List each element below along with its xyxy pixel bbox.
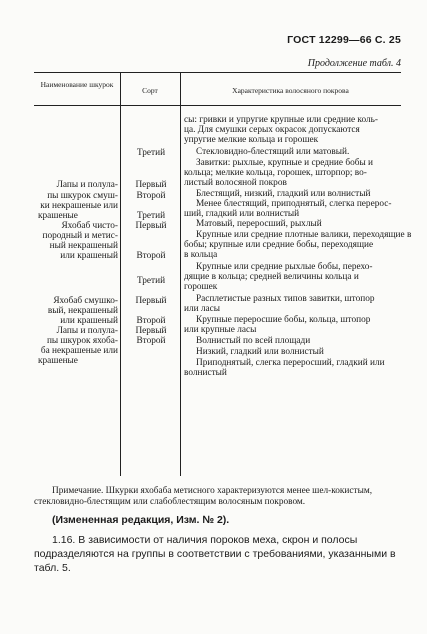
table-cell-description: Стекловидно-блестящий или матовый. (196, 147, 350, 157)
table-cell-description: Крупные переросшие бобы, кольца, штопор (196, 315, 371, 325)
table-cell-description: или ласы (184, 304, 221, 314)
table-cell-description: дящие в кольца; средней величины кольца и (184, 272, 359, 282)
table-cell-grade: Первый (135, 296, 167, 306)
table-cell-name: или крашеный (60, 316, 118, 326)
table-cell-name: Яхобаб чисто- (61, 221, 118, 231)
table-cell-description: кольца; мелкие кольца, горошек, шторпор; во- (184, 168, 367, 178)
col-header-description: Характеристика волосяного покрова (232, 86, 349, 95)
column-divider-1 (120, 72, 121, 476)
table-cell-description: Менее блестящий, приподнятый, слегка перерос- (196, 199, 392, 209)
table-cell-grade: Третий (136, 211, 166, 221)
table-cell-name: или крашеный (60, 251, 118, 261)
table-cell-name: ба некрашеные или (40, 346, 118, 356)
table-cell-grade: Второй (136, 316, 166, 326)
table-cell-description: Приподнятый, слегка переросший, гладкий или (196, 358, 385, 368)
table-cell-grade: Первый (135, 180, 167, 190)
table-cell-name: пы шкурок яхоба- (46, 336, 118, 346)
table-cell-description: Крупные или средние плотные валики, переходящие в (196, 230, 412, 240)
column-divider-2 (180, 72, 181, 476)
col-header-name: Наименование шкурок (40, 80, 114, 89)
table-cell-name: вый, некрашеный (47, 306, 118, 316)
table-cell-description: в кольца (184, 250, 218, 260)
table-cell-description: Крупные или средние рыхлые бобы, перехо- (196, 262, 373, 272)
table-cell-name: пы шкурок смуш- (47, 191, 118, 201)
table-cell-name: ный некрашеный (49, 241, 118, 251)
table-cell-description: Волнистый по всей площади (196, 336, 311, 346)
table-cell-name: Яхобаб смушко- (53, 296, 118, 306)
table-cell-description: Завитки: рыхлые, крупные и средние бобы и (196, 158, 374, 168)
table-cell-name: Лапы и полула- (56, 326, 118, 336)
table-cell-name: крашеные (38, 356, 78, 366)
table-cell-description: упругие мелкие кольца и горошек (184, 135, 319, 145)
table-cell-name: крашеные (38, 211, 78, 221)
table-header-row (34, 72, 401, 106)
col-header-grade: Сорт (142, 86, 158, 95)
table-cell-description: бобы; крупные или средние бобы, переходящие (184, 240, 374, 250)
table-cell-description: листый волосяной покров (184, 178, 287, 188)
table-cell-grade: Первый (135, 221, 167, 231)
table-note: Примечание. Шкурки яхобаба метисного характеризуются менее шел-кокистым, стекловидно-блестящим или слабоблестящим волосяным покровом. (34, 486, 373, 507)
table-cell-description: Блестящий, низкий, гладкий или волнистый (196, 189, 371, 199)
table-cell-grade: Второй (136, 191, 166, 201)
table-cell-description: сы: гривки и упругие крупные или средние коль- (184, 115, 378, 125)
table-cell-description: горошек (184, 282, 218, 292)
table-cell-grade: Третий (136, 148, 166, 158)
table-cell-grade: Первый (135, 326, 167, 336)
table-cell-name: Лапы и полула- (56, 180, 118, 190)
table-cell-description: волнистый (184, 368, 227, 378)
table-cell-description: или крупные ласы (184, 325, 257, 335)
table-cell-grade: Второй (136, 336, 166, 346)
table-cell-name: породный и метис- (42, 231, 118, 241)
table-cell-description: Низкий, гладкий или волнистый (196, 347, 324, 357)
table-cell-description: Расплетистые разных типов завитки, штопор (196, 294, 375, 304)
paragraph-1-16: 1.16. В зависимости от наличия пороков меха, скрон и полосы подразделяются на группы в соответствии с требованиями, указанными в табл. 5. (34, 534, 396, 574)
table-cell-grade: Второй (136, 251, 166, 261)
document-code: ГОСТ 12299—66 С. 25 (287, 34, 401, 46)
table-cell-name: ки некрашеные или (40, 201, 118, 211)
table-cell-description: ца. Для смушки серых окрасок допускаются (184, 125, 360, 135)
table-cell-grade: Третий (136, 276, 166, 286)
table-cell-description: ший, гладкий или волнистый (184, 209, 300, 219)
edit-mark: (Измененная редакция, Изм. № 2). (52, 514, 230, 526)
table-cell-description: Матовый, переросший, рыхлый (196, 219, 322, 229)
table-continuation-label: Продолжение табл. 4 (307, 58, 401, 69)
